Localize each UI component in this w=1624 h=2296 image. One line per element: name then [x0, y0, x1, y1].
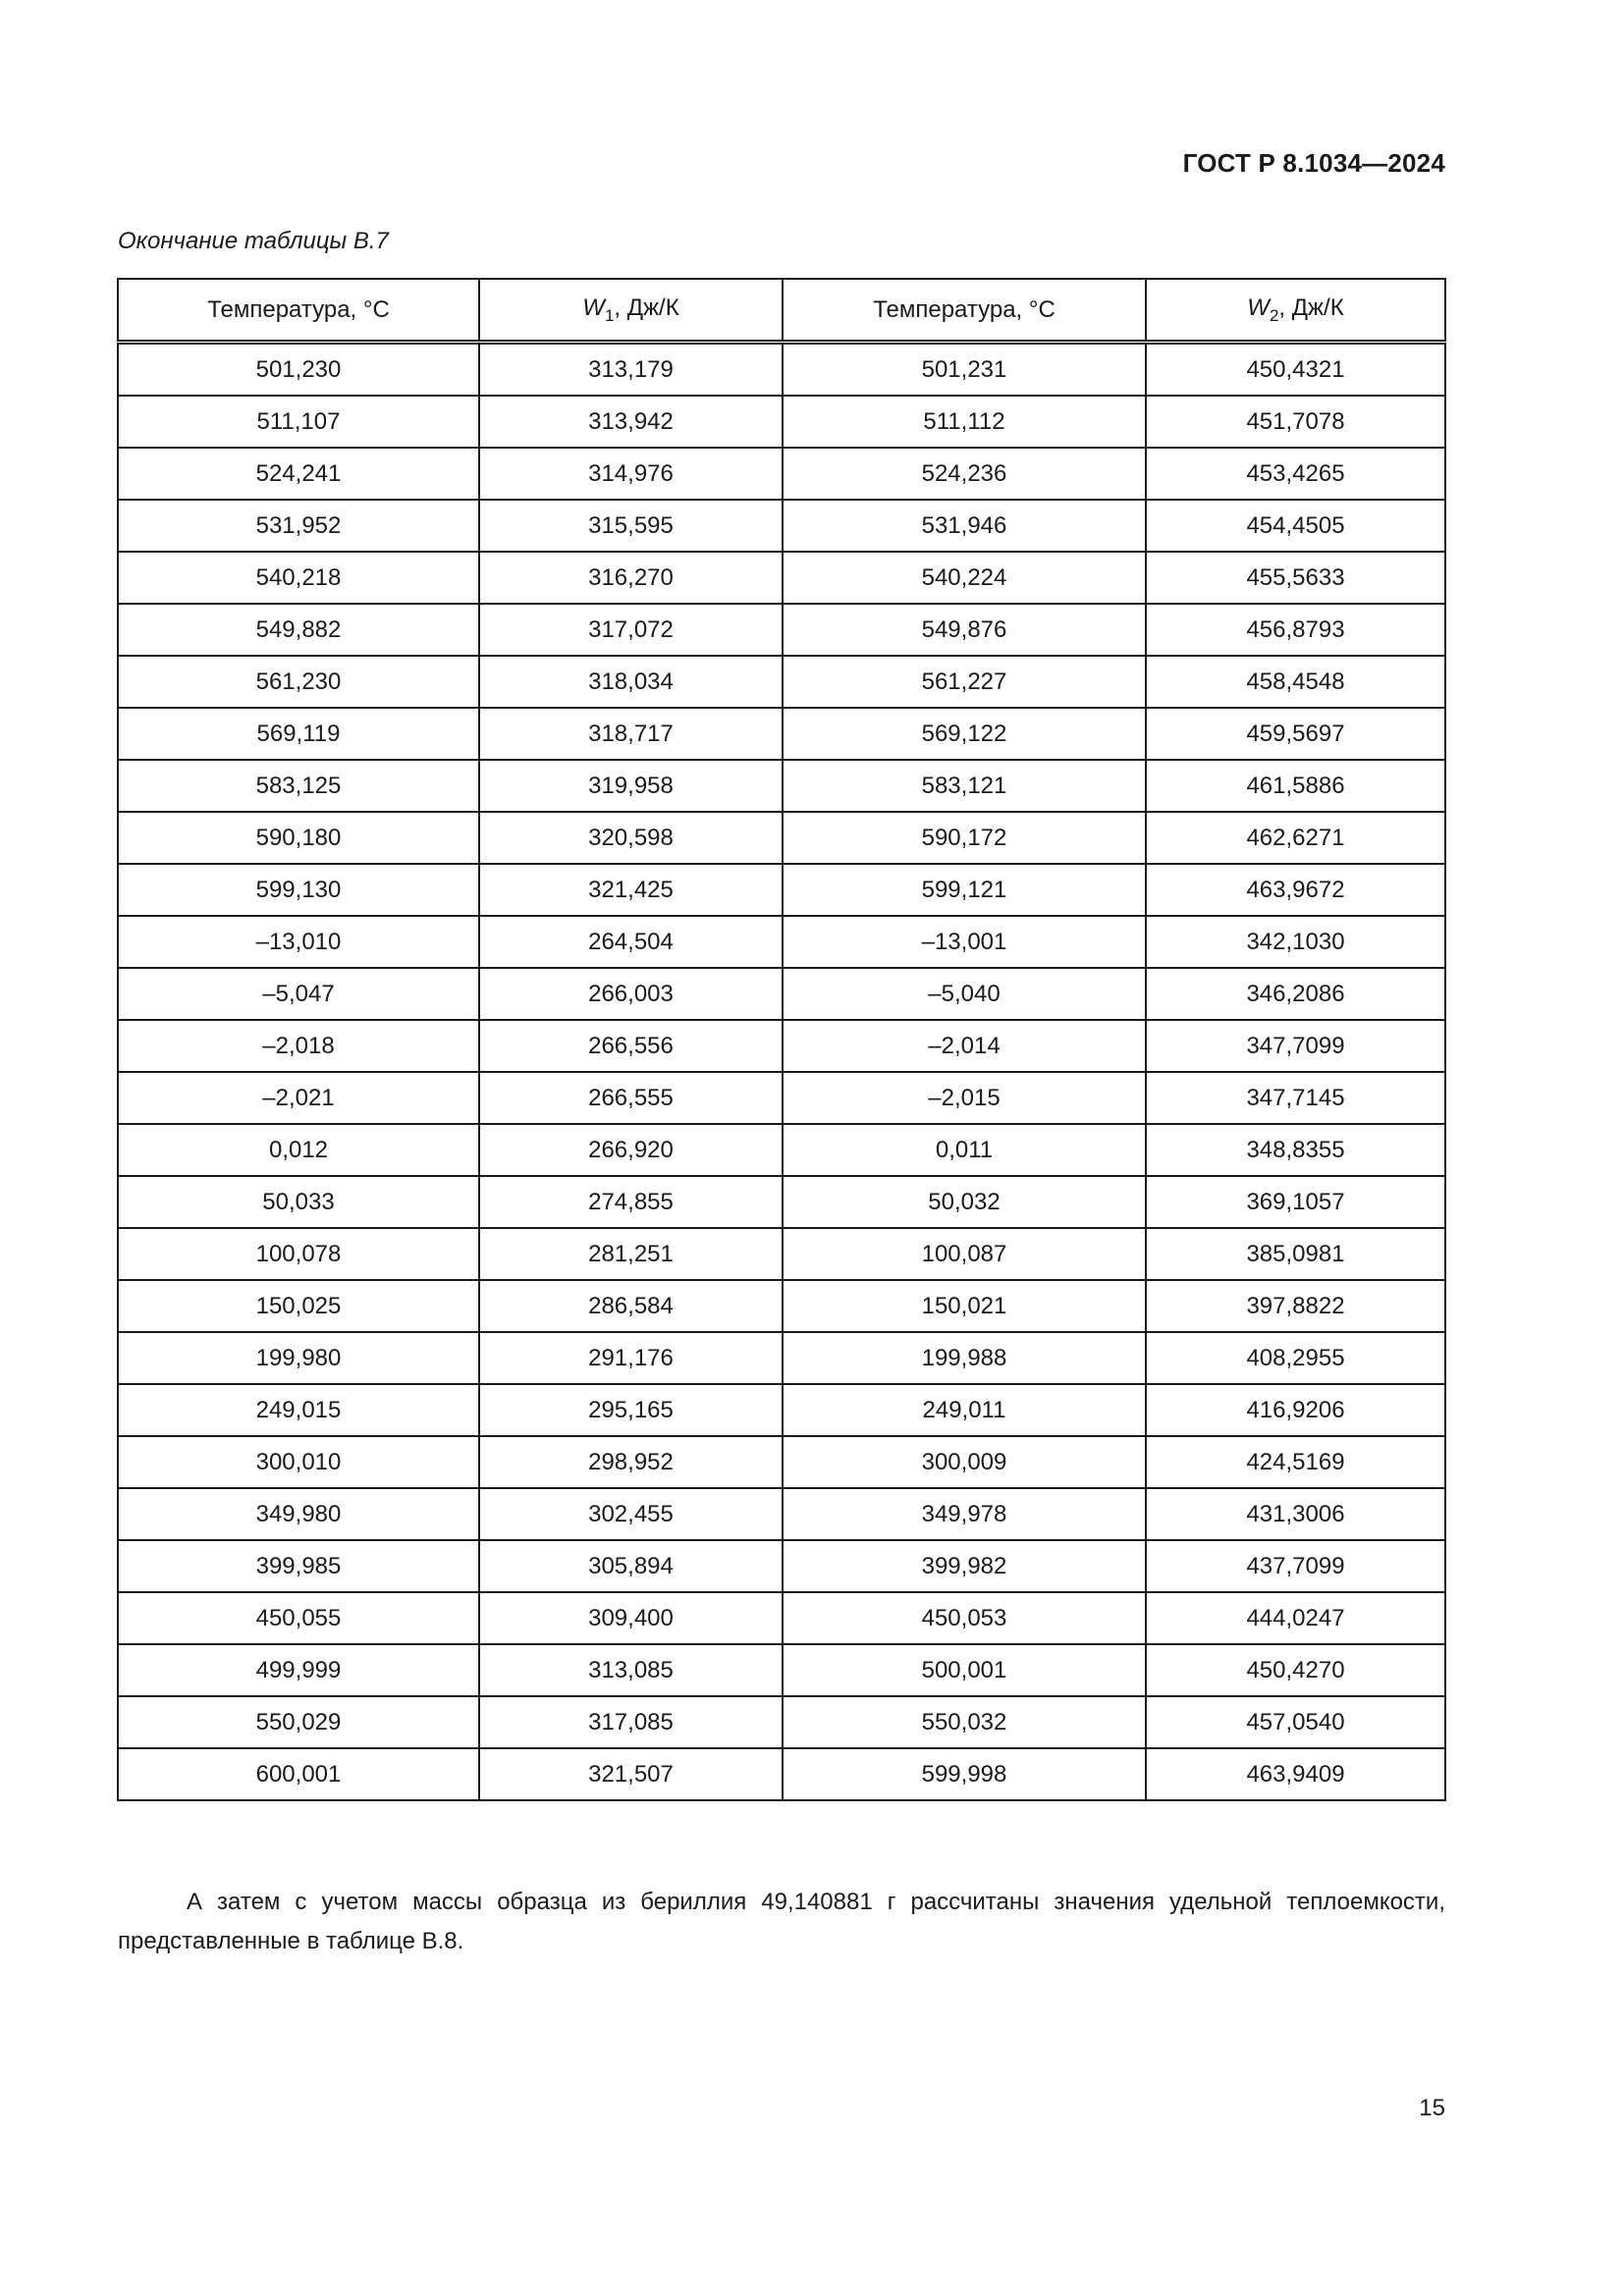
temperature-2-cell: –5,040	[783, 968, 1146, 1020]
w1-cell: 266,003	[479, 968, 783, 1020]
w1-cell: 320,598	[479, 812, 783, 864]
w2-cell: 347,7145	[1146, 1072, 1445, 1124]
w2-cell: 456,8793	[1146, 604, 1445, 656]
temperature-1-cell: 399,985	[118, 1540, 479, 1592]
header-temperature-2: Температура, °C	[783, 279, 1146, 343]
w2-cell: 342,1030	[1146, 916, 1445, 968]
temperature-2-cell: 540,224	[783, 552, 1146, 604]
table-body	[118, 343, 1445, 1801]
w1-cell: 318,034	[479, 656, 783, 708]
w2-cell: 348,8355	[1146, 1124, 1445, 1176]
temperature-2-cell: 550,032	[783, 1696, 1146, 1748]
temperature-1-cell: 501,230	[118, 343, 479, 397]
temperature-2-cell: 583,121	[783, 760, 1146, 812]
temperature-1-cell: 590,180	[118, 812, 479, 864]
w1-cell: 313,179	[479, 343, 783, 397]
temperature-1-cell: 540,218	[118, 552, 479, 604]
w1-cell: 318,717	[479, 708, 783, 760]
temperature-1-cell: 549,882	[118, 604, 479, 656]
w2-cell: 462,6271	[1146, 812, 1445, 864]
temperature-2-cell: 524,236	[783, 448, 1146, 500]
temperature-1-cell: 583,125	[118, 760, 479, 812]
w2-cell: 453,4265	[1146, 448, 1445, 500]
w1-cell: 266,556	[479, 1020, 783, 1072]
temperature-1-cell: 0,012	[118, 1124, 479, 1176]
w1-cell: 314,976	[479, 448, 783, 500]
header-w2-unit: , Дж/К	[1278, 294, 1344, 321]
header-w2-symbol: $W_2$	[1247, 294, 1279, 325]
w1-cell: 317,085	[479, 1696, 783, 1748]
w2-cell: 408,2955	[1146, 1332, 1445, 1384]
w2-cell: 457,0540	[1146, 1696, 1445, 1748]
temperature-2-cell: –13,001	[783, 916, 1146, 968]
w1-cell: 291,176	[479, 1332, 783, 1384]
table-row	[118, 343, 1445, 397]
table-row	[118, 1384, 1445, 1436]
table-row	[118, 1748, 1445, 1800]
table-row	[118, 1540, 1445, 1592]
temperature-1-cell: 199,980	[118, 1332, 479, 1384]
w1-cell: 316,270	[479, 552, 783, 604]
table-row	[118, 656, 1445, 708]
w2-cell: 347,7099	[1146, 1020, 1445, 1072]
w2-cell: 369,1057	[1146, 1176, 1445, 1228]
temperature-1-cell: 150,025	[118, 1280, 479, 1332]
w1-cell: 321,507	[479, 1748, 783, 1800]
temperature-1-cell: 300,010	[118, 1436, 479, 1488]
table-row	[118, 812, 1445, 864]
table-row	[118, 916, 1445, 968]
temperature-2-cell: 531,946	[783, 500, 1146, 552]
table-row	[118, 1332, 1445, 1384]
data-table	[117, 278, 1446, 1801]
w1-cell: 321,425	[479, 864, 783, 916]
temperature-1-cell: 511,107	[118, 396, 479, 448]
temperature-1-cell: 599,130	[118, 864, 479, 916]
w2-cell: 461,5886	[1146, 760, 1445, 812]
temperature-2-cell: 561,227	[783, 656, 1146, 708]
table-row	[118, 1644, 1445, 1696]
temperature-2-cell: 300,009	[783, 1436, 1146, 1488]
temperature-2-cell: 249,011	[783, 1384, 1146, 1436]
temperature-2-cell: 0,011	[783, 1124, 1146, 1176]
temperature-1-cell: 349,980	[118, 1488, 479, 1540]
w1-cell: 295,165	[479, 1384, 783, 1436]
w2-cell: 458,4548	[1146, 656, 1445, 708]
header-w1-symbol: $W_1$	[582, 294, 615, 325]
table-row	[118, 1280, 1445, 1332]
temperature-1-cell: 450,055	[118, 1592, 479, 1644]
w2-cell: 450,4270	[1146, 1644, 1445, 1696]
w1-cell: 266,555	[479, 1072, 783, 1124]
temperature-2-cell: 100,087	[783, 1228, 1146, 1280]
table-caption: Окончание таблицы В.7	[118, 228, 389, 254]
w2-cell: 451,7078	[1146, 396, 1445, 448]
temperature-2-cell: 199,988	[783, 1332, 1146, 1384]
temperature-2-cell: 501,231	[783, 343, 1146, 397]
temperature-2-cell: 349,978	[783, 1488, 1146, 1540]
temperature-1-cell: 600,001	[118, 1748, 479, 1800]
temperature-1-cell: 249,015	[118, 1384, 479, 1436]
w1-cell: 309,400	[479, 1592, 783, 1644]
w2-cell: 450,4321	[1146, 343, 1445, 397]
table-row	[118, 1176, 1445, 1228]
w1-cell: 313,085	[479, 1644, 783, 1696]
table-row	[118, 1124, 1445, 1176]
temperature-1-cell: –5,047	[118, 968, 479, 1020]
table-row	[118, 500, 1445, 552]
document-code: ГОСТ Р 8.1034—2024	[1182, 148, 1445, 178]
temperature-2-cell: 549,876	[783, 604, 1146, 656]
temperature-1-cell: –2,021	[118, 1072, 479, 1124]
w2-cell: 459,5697	[1146, 708, 1445, 760]
temperature-2-cell: 569,122	[783, 708, 1146, 760]
w1-cell: 286,584	[479, 1280, 783, 1332]
table-row	[118, 1488, 1445, 1540]
page-number: 15	[1419, 2095, 1445, 2121]
table-row	[118, 604, 1445, 656]
temperature-2-cell: 511,112	[783, 396, 1146, 448]
temperature-2-cell: 590,172	[783, 812, 1146, 864]
table-row	[118, 552, 1445, 604]
table-row	[118, 760, 1445, 812]
temperature-2-cell: 150,021	[783, 1280, 1146, 1332]
w1-cell: 315,595	[479, 500, 783, 552]
table-row	[118, 1020, 1445, 1072]
w1-cell: 319,958	[479, 760, 783, 812]
w1-cell: 313,942	[479, 396, 783, 448]
w2-cell: 463,9409	[1146, 1748, 1445, 1800]
table-row	[118, 1072, 1445, 1124]
temperature-2-cell: 399,982	[783, 1540, 1146, 1592]
temperature-1-cell: 550,029	[118, 1696, 479, 1748]
w1-cell: 298,952	[479, 1436, 783, 1488]
table-row	[118, 1696, 1445, 1748]
temperature-2-cell: 450,053	[783, 1592, 1146, 1644]
temperature-1-cell: –13,010	[118, 916, 479, 968]
temperature-2-cell: 599,121	[783, 864, 1146, 916]
note-paragraph: А затем с учетом массы образца из бериллия 49,140881 г рассчитаны значения удельной теплоемкости, представленные в таблице В.8.	[118, 1889, 1445, 1954]
table-row	[118, 448, 1445, 500]
temperature-1-cell: 531,952	[118, 500, 479, 552]
temperature-1-cell: 569,119	[118, 708, 479, 760]
table-header-row	[118, 279, 1445, 343]
table-row	[118, 708, 1445, 760]
w2-cell: 455,5633	[1146, 552, 1445, 604]
w2-cell: 437,7099	[1146, 1540, 1445, 1592]
w2-cell: 424,5169	[1146, 1436, 1445, 1488]
temperature-1-cell: 499,999	[118, 1644, 479, 1696]
w1-cell: 305,894	[479, 1540, 783, 1592]
header-temperature-1: Температура, °C	[118, 279, 479, 343]
w1-cell: 264,504	[479, 916, 783, 968]
w2-cell: 431,3006	[1146, 1488, 1445, 1540]
temperature-2-cell: –2,015	[783, 1072, 1146, 1124]
table-row	[118, 1436, 1445, 1488]
w1-cell: 317,072	[479, 604, 783, 656]
temperature-1-cell: 561,230	[118, 656, 479, 708]
table-row	[118, 1592, 1445, 1644]
header-w1	[479, 279, 783, 343]
temperature-1-cell: 100,078	[118, 1228, 479, 1280]
w2-cell: 385,0981	[1146, 1228, 1445, 1280]
temperature-1-cell: –2,018	[118, 1020, 479, 1072]
w2-cell: 346,2086	[1146, 968, 1445, 1020]
temperature-1-cell: 524,241	[118, 448, 479, 500]
w2-cell: 463,9672	[1146, 864, 1445, 916]
table-row	[118, 864, 1445, 916]
w2-cell: 397,8822	[1146, 1280, 1445, 1332]
table-row	[118, 396, 1445, 448]
header-w1-unit: , Дж/К	[614, 294, 679, 321]
table-row	[118, 968, 1445, 1020]
temperature-2-cell: 500,001	[783, 1644, 1146, 1696]
temperature-1-cell: 50,033	[118, 1176, 479, 1228]
w1-cell: 274,855	[479, 1176, 783, 1228]
w2-cell: 444,0247	[1146, 1592, 1445, 1644]
w1-cell: 302,455	[479, 1488, 783, 1540]
temperature-2-cell: 599,998	[783, 1748, 1146, 1800]
table-row	[118, 1228, 1445, 1280]
temperature-2-cell: –2,014	[783, 1020, 1146, 1072]
w2-cell: 454,4505	[1146, 500, 1445, 552]
w1-cell: 266,920	[479, 1124, 783, 1176]
w1-cell: 281,251	[479, 1228, 783, 1280]
w2-cell: 416,9206	[1146, 1384, 1445, 1436]
temperature-2-cell: 50,032	[783, 1176, 1146, 1228]
header-w2	[1146, 279, 1445, 343]
